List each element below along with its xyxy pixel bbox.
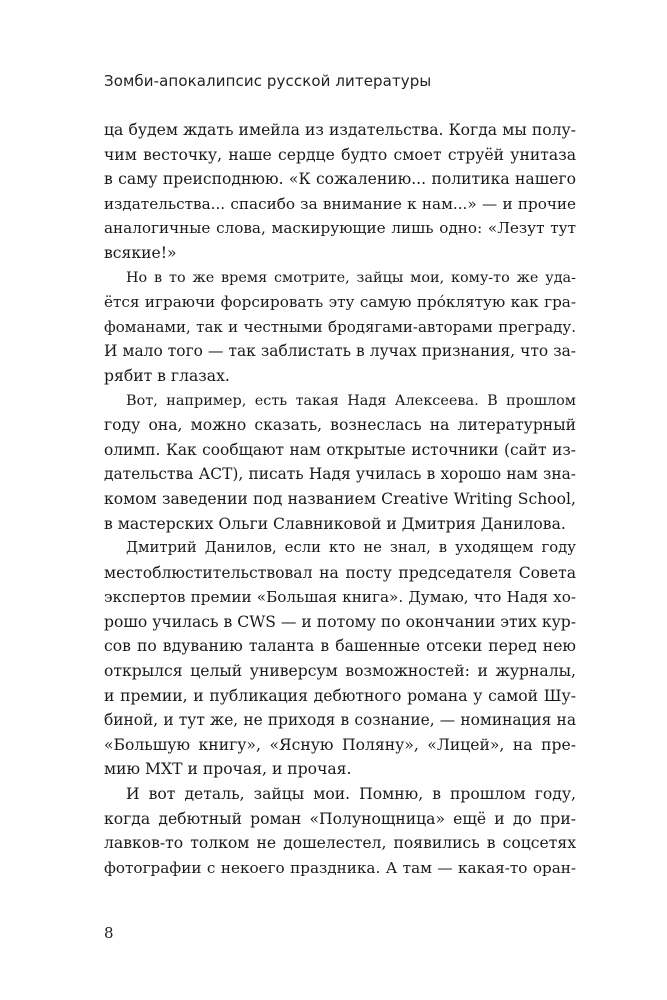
text-line: сов по вдуванию таланта в башенные отсеки перед нею [104,637,576,656]
text-line: издательства... спасибо за внимание к нам...» — и прочие [104,194,576,213]
text-line: экспертов премии «Большая книга». Думаю, что Надя хо- [104,588,576,607]
text-line: в мастерских Ольги Славниковой и Дмитрия Данилова. [104,514,566,533]
text-line: ётся играючи форсировать эту самую про́клятую как гра- [104,293,576,312]
text-line: всякие!» [104,243,177,262]
text-line: мию МХТ и прочая, и прочая. [104,760,352,779]
text-line: биной, и тут же, не приходя в сознание, — номинация на [104,711,576,730]
text-line: Но в то же время смотрите, зайцы мои, кому-то же уда- [126,269,576,286]
text-line: открылся целый универсум возможностей: и журналы, [104,662,576,681]
body-text [104,118,576,880]
text-line: ца будем ждать имейла из издательства. Когда мы полу- [104,121,576,139]
text-line: и премии, и публикация дебютного романа у самой Шу- [104,686,576,705]
text-line: комом заведении под названием Creative Writing School, [104,489,576,508]
text-line: дательства АСТ), писать Надя училась в хорошо нам зна- [104,465,576,484]
text-line: чим весточку, наше сердце будто смоет струёй унитаза [104,145,576,164]
text-line: Вот, например, есть такая Надя Алексеева. В прошлом [126,392,576,409]
text-line: олимп. Как сообщают нам открытые источники (сайт из- [104,440,576,459]
text-line: рошо училась в CWS — и потому по окончании этих кур- [104,612,576,631]
text-line: фоманами, так и честными бродягами-авторами преграду. [104,317,576,336]
text-line: «Большую книгу», «Ясную Поляну», «Лицей», на пре- [104,735,576,754]
text-line: когда дебютный роман «Полунощница» ещё и до при- [104,809,576,828]
text-line: рябит в глазах. [104,366,230,385]
text-line: году она, можно сказать, вознеслась на литературный [104,416,576,435]
page-number: 8 [104,924,114,942]
text-line: И вот деталь, зайцы мои. Помню, в прошлом году, [126,785,576,804]
text-line: И мало того — так заблистать в лучах признания, что за- [104,342,576,361]
text-line: лавков-то толком не дошелестел, появились в соцсетях [104,834,576,853]
text-line: аналогичные слова, маскирующие лишь одно: «Лезут тут [104,219,576,238]
text-line: фотографии с некоего праздника. А там — какая-то оран- [104,858,576,877]
text-line: Дмитрий Данилов, если кто не знал, в уходящем году [126,539,576,557]
text-line: местоблюстительствовал на посту председателя Совета [104,563,576,582]
text-line: в саму преисподнюю. «К сожалению... политика нашего [104,170,576,189]
running-head: Зомби-апокалипсис русской литературы [104,72,432,90]
